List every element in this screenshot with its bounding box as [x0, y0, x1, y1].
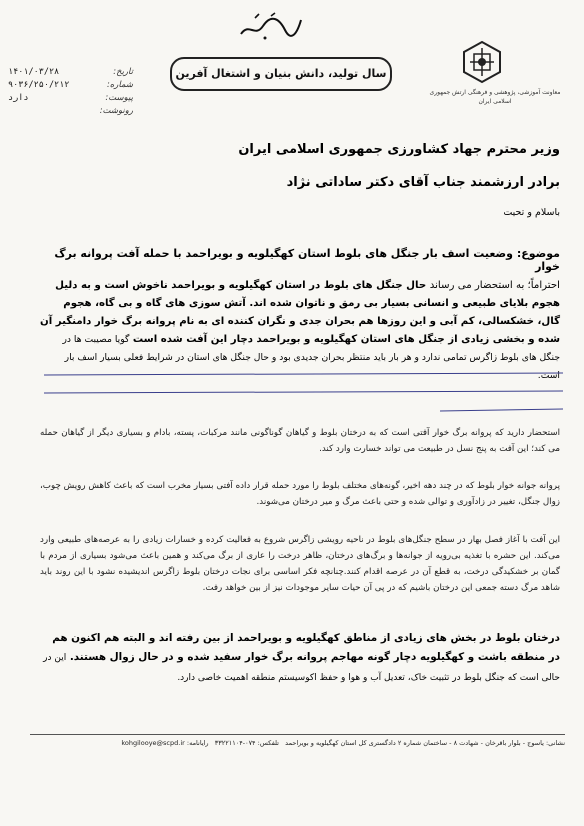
paragraph-1-end: گویا مصیبت ها در جنگل های بلوط زاگرس تمامی ندارد و هر بار باید منتظر بحران جدیدی بود و حال جنگل های استان در شرایط فعلی بسیار اسف بار است. [62, 334, 560, 381]
number-row [8, 79, 133, 92]
organization-name: معاونت آموزشی، پژوهشی و فرهنگی ارتش جمهوری اسلامی ایران [429, 89, 561, 105]
paragraph-5-end: این در حالی است که جنگل بلوط در تثبیت خاک، تعدیل آب و هوا و حفظ اکوسیستم منطقه اهمیت خاصی دارد. [43, 653, 560, 683]
recipient-name: برادر ارزشمند جناب آقای دکتر ساداتی نژاد [286, 175, 560, 190]
organization-logo [460, 40, 504, 84]
letter-subject: موضوع: وضعیت اسف بار جنگل های بلوط استان کهگیلویه و بویراحمد با حمله آفت پروانه برگ خوار [54, 247, 560, 273]
handwritten-underline [40, 362, 565, 422]
attachment-label: پیوست: [105, 93, 133, 103]
number-value: ۹۰۳۶/۲۵۰/۲۱۲ [8, 80, 70, 90]
letter-meta [8, 66, 133, 118]
paragraph-2: استحضار دارید که پروانه برگ خوار آفتی است که به درختان بلوط و گیاهان گوناگونی مانند مرکبات، پسته، بادام و بسیاری دیگر از گیاهان حمله می کند؛ این آفت به پنج نسل در طبیعت می تواند خسارت وارد کند. [40, 428, 560, 454]
paragraph-5 [40, 629, 560, 688]
footer-email: kohgilooye@scpd.ir [121, 739, 185, 747]
attachment-value: دارد [8, 93, 29, 103]
slogan-box: سال تولید، دانش بنیان و اشتغال آفرین [170, 57, 392, 91]
footer-phone: ۰۷۴-۳۳۲۲۱۱۰۴ [214, 739, 256, 747]
footer-email-label: رایانامه: [186, 739, 209, 747]
footer [30, 739, 565, 747]
date-value: ۱۴۰۱/۰۳/۲۸ [8, 67, 60, 77]
copy-label: رونوشت: [99, 106, 133, 116]
greeting: باسلام و تحیت [503, 207, 560, 218]
date-row [8, 66, 133, 79]
bismillah-calligraphy [235, 12, 305, 42]
paragraph-5-bold: درختان بلوط در بخش های زیادی از مناطق کهگیلویه و بویراحمد از بین رفته اند و البته هم اکنون هم در منطقه باشت و کهگیلویه دچار گونه مهاجم پروانه برگ خوار سفید شده و در حال زوال هستند. [52, 632, 560, 663]
footer-address: نشانی: یاسوج - بلوار باقرخان - شهادت ۸ - ساختمان شماره ۲ دادگستری کل استان کهگیلویه و بویراحمد [285, 739, 565, 747]
number-label: شماره: [106, 80, 133, 90]
paragraph-4: این آفت با آغاز فصل بهار در سطح جنگل‌های بلوط در ناحیه رویشی زاگرس شروع به فعالیت کرده و خسارات زیادی را به عرصه‌های طبیعی وارد می‌کند. این حشره با تغذیه بی‌رویه از جوانه‌ها و برگ‌های درختان، ظاهر درخت را عاری از برگ می‌کند و همین باعث می‌شود بسیاری از مردم با گمان بر خشکیدگی درخت، به قطع آن در عرصه اقدام کنند.چنانچه فکر اساسی برای نجات درختان بلوط زاگرس اندیشیده نشود با این روند باید شاهد مرگ دسته جمعی این درختان باشیم که در پی آن حیات سایر موجودات نیز از بین خواهد رفت. [40, 535, 560, 593]
footer-phone-label: تلفکس: [257, 739, 279, 747]
paragraph-1-bold: حال جنگل های بلوط در استان کهگیلویه و بویراحمد ناخوش است و به دلیل هجوم بلایای طبیعی و انسانی بسیار بی رمق و ناتوان شده اند. آتش سوزی های گاه و بی گاه، هجوم گال، خشکسالی، کم آبی و این روزها هم بحران جدی و نگران کننده ای به نام پروانه برگ خوار دامنگیر آن شده و بخشی زیادی از جنگل های استان کهگیلویه و بویراحمد دچار این آفت شده است [40, 280, 560, 345]
recipient-title: وزیر محترم جهاد کشاورزی جمهوری اسلامی ایران [238, 142, 560, 157]
paragraph-3: پروانه جوانه خوار بلوط که در چند دهه اخیر، گونه‌های مختلف بلوط را مورد حمله قرار داده آفتی بسیار مخرب است که باعث کاهش رویش چوب، زوال جنگل، تغییر در زادآوری و توالی شده و حتی باعث مرگ و میر درختان می‌شوند. [40, 481, 560, 507]
footer-divider [30, 734, 565, 735]
date-label: تاریخ: [113, 67, 133, 77]
paragraph-1-lead: احتراماً؛ به استحضار می رساند [429, 280, 560, 291]
attachment-row [8, 92, 133, 105]
copy-row [8, 105, 133, 118]
